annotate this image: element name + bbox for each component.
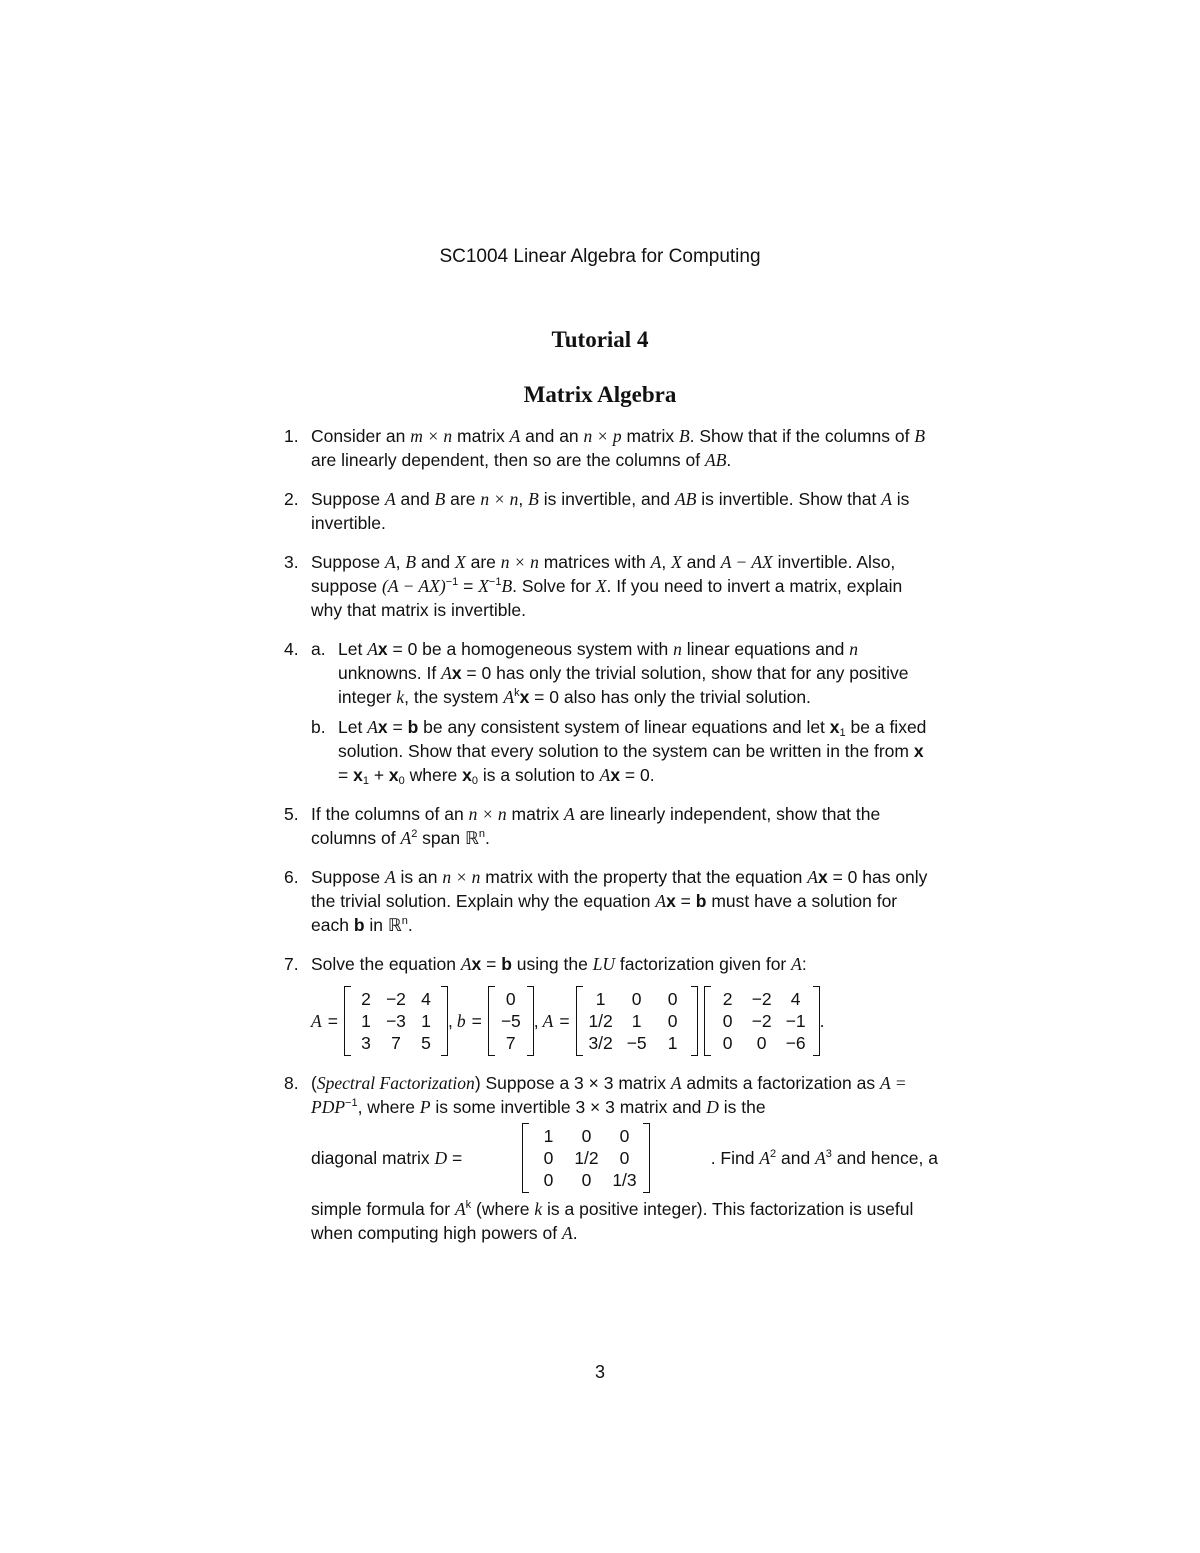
text: .: [407, 915, 413, 935]
part-label: a.: [311, 639, 326, 659]
text: , where: [357, 1097, 420, 1117]
problem-number: 2.: [284, 489, 299, 509]
problem-5: [284, 802, 938, 850]
math: A: [503, 687, 515, 707]
diagonal-lead: [311, 1146, 462, 1170]
math: A: [460, 954, 472, 974]
matrix-cell: 0: [543, 1170, 554, 1190]
matrix-cell: 2: [722, 989, 733, 1009]
matrix-cell: 0: [543, 1148, 554, 1168]
vector: x: [451, 663, 462, 683]
matrix-cell: 1/3: [612, 1170, 637, 1190]
text: = 0 be a homogeneous system with: [387, 639, 674, 659]
math: B: [678, 426, 690, 446]
text: = 0.: [620, 765, 655, 785]
text: are: [465, 552, 501, 572]
text: matrix: [506, 804, 565, 824]
text: matrix: [452, 426, 510, 446]
vector: x: [829, 717, 840, 737]
matrix-cell: 0: [581, 1170, 592, 1190]
text: and: [395, 489, 435, 509]
text: matrix: [621, 426, 679, 446]
text: .: [726, 450, 732, 470]
text: span ℝ: [417, 828, 479, 848]
matrix-cell: 1/2: [574, 1148, 599, 1168]
text: , the system: [404, 687, 504, 707]
text: and: [776, 1148, 816, 1168]
text: ) Suppose a 3 × 3 matrix: [474, 1073, 671, 1093]
math: A: [454, 1199, 466, 1219]
matrix-row: [351, 1032, 441, 1054]
text: factorization given for: [615, 954, 792, 974]
matrix-label: A: [542, 1011, 554, 1031]
math: A = PDP: [311, 1073, 907, 1117]
matrix-cell: 0: [631, 989, 642, 1009]
text: ,: [395, 552, 406, 572]
math: A: [564, 804, 575, 824]
matrix-row: [351, 988, 441, 1010]
matrix-cell: 0: [581, 1126, 592, 1146]
text: is invertible, and: [538, 489, 676, 509]
matrix-cell: −2: [751, 1011, 772, 1031]
superscript: k: [465, 1199, 472, 1211]
matrix-cell: −1: [785, 1011, 806, 1031]
matrix-cell: 7: [505, 1033, 516, 1053]
math: k: [396, 687, 405, 707]
superscript: 2: [411, 828, 418, 840]
text: Suppose: [311, 489, 385, 509]
matrix-row: [495, 988, 527, 1010]
math: A: [791, 954, 802, 974]
math: A: [384, 552, 396, 572]
matrix-cell: 1: [667, 1033, 678, 1053]
comma: ,: [447, 1011, 453, 1031]
text: =: [387, 717, 408, 737]
math: D: [706, 1097, 719, 1117]
problem-4a: [311, 637, 938, 709]
diagonal-tail: [711, 1146, 938, 1170]
text: Suppose: [311, 867, 385, 887]
math: D: [434, 1148, 448, 1168]
vector: x: [377, 639, 388, 659]
italic-text: Spectral Factorization: [316, 1073, 475, 1093]
math: A: [881, 489, 892, 509]
matrix-cell: −6: [785, 1033, 806, 1053]
text: .: [484, 828, 490, 848]
subscript: 0: [398, 775, 405, 787]
math: A − AX: [720, 552, 773, 572]
math: n × n: [500, 552, 539, 572]
vector: x: [666, 891, 676, 911]
vector: x: [519, 687, 530, 707]
text: Let: [338, 717, 368, 737]
matrix-cell: 0: [667, 1011, 678, 1031]
math: A: [561, 1223, 573, 1243]
text: diagonal matrix: [311, 1148, 435, 1168]
problem-number: 5.: [284, 804, 299, 824]
superscript: −1: [445, 576, 459, 588]
text: =: [481, 954, 502, 974]
text: invertible. Also, suppose: [311, 552, 896, 596]
vector: b: [407, 717, 419, 737]
superscript: 2: [770, 1148, 777, 1160]
vector: x: [817, 867, 828, 887]
subscript: 0: [471, 775, 479, 787]
matrix-row: [529, 1125, 643, 1147]
matrix-cell: −3: [385, 1011, 406, 1031]
vector: x: [913, 741, 924, 761]
problem-1: [284, 424, 938, 472]
course-header: SC1004 Linear Algebra for Computing: [439, 246, 761, 267]
text: +: [368, 765, 389, 785]
superscript: n: [401, 915, 408, 927]
matrix-A: [344, 986, 448, 1056]
text: is some invertible 3 × 3 matrix and: [430, 1097, 707, 1117]
superscript: 3: [825, 1148, 832, 1160]
matrix-cell: 0: [619, 1148, 630, 1168]
text: Let: [338, 639, 368, 659]
matrix-row: [583, 988, 691, 1010]
period: .: [819, 1011, 825, 1031]
problem-4: [284, 637, 938, 787]
text: =: [338, 765, 354, 785]
math: A: [599, 765, 611, 785]
matrix-cell: 0: [619, 1126, 630, 1146]
matrix-cell: 4: [421, 989, 431, 1009]
math: k: [534, 1199, 543, 1219]
problem-number: 6.: [284, 867, 299, 887]
matrix-row: [529, 1147, 643, 1169]
vector: x: [377, 717, 388, 737]
math: B: [914, 426, 926, 446]
math: B: [405, 552, 417, 572]
text: = 0 also has only the trivial solution.: [529, 687, 811, 707]
matrix-cell: 2: [361, 989, 371, 1009]
text: If the columns of an: [311, 804, 469, 824]
vector-label: b: [456, 1011, 466, 1031]
math: P: [419, 1097, 431, 1117]
matrix-row: [495, 1032, 527, 1054]
matrix-cell: 1: [543, 1126, 554, 1146]
matrix-row: [711, 988, 813, 1010]
comma: ,: [533, 1011, 539, 1031]
text: = 0 has only the trivial solution. Explain why the equation: [311, 867, 928, 911]
math: A: [441, 663, 452, 683]
matrix-cell: 5: [421, 1033, 431, 1053]
problem-number: 7.: [284, 954, 299, 974]
math: X: [595, 576, 607, 596]
matrix-row: [495, 1010, 527, 1032]
matrix-row: [583, 1010, 691, 1032]
tutorial-title: Tutorial 4: [551, 327, 649, 352]
diagonal-row: [311, 1123, 938, 1193]
text: =: [675, 891, 696, 911]
text: are linearly dependent, then so are the columns of: [311, 450, 705, 470]
text: =: [458, 576, 479, 596]
subscript: 1: [839, 727, 846, 739]
text: be any consistent system of linear equations and let: [418, 717, 830, 737]
math: A: [807, 867, 818, 887]
topic-title: Matrix Algebra: [523, 382, 677, 407]
matrix-cell: 3/2: [588, 1033, 613, 1053]
math: A: [759, 1148, 771, 1168]
lu-equation: [311, 986, 938, 1056]
matrix-L: [576, 986, 698, 1056]
text: =: [447, 1148, 463, 1168]
matrix-cell: 1: [595, 989, 606, 1009]
matrix-row: [529, 1169, 643, 1191]
text: be a fixed solution. Show that every solution to the system can be written in the from: [338, 717, 927, 761]
matrix-cell: 1: [361, 1011, 371, 1031]
math: A: [655, 891, 667, 911]
text: in ℝ: [364, 915, 402, 935]
math: X: [478, 576, 489, 596]
math: n: [849, 639, 858, 659]
problem-7: [284, 952, 938, 1056]
matrix-cell: −2: [385, 989, 406, 1009]
problem-number: 1.: [284, 426, 299, 446]
matrix-row: [711, 1032, 813, 1054]
equals-sign: =: [559, 1011, 570, 1031]
matrix-cell: 0: [722, 1033, 733, 1053]
matrix-cell: −2: [751, 989, 772, 1009]
text: ,: [661, 552, 672, 572]
superscript: −1: [345, 1097, 358, 1109]
matrix-cell: 3: [361, 1033, 371, 1053]
text: is an: [395, 867, 443, 887]
text: where: [404, 765, 463, 785]
part-label: b.: [311, 717, 326, 737]
text: is the: [718, 1097, 766, 1117]
matrix-label: A: [311, 1011, 322, 1031]
math: A: [650, 552, 662, 572]
problem-3: [284, 550, 938, 622]
math: B: [434, 489, 446, 509]
matrix-row: [583, 1032, 691, 1054]
matrix-cell: 0: [505, 989, 516, 1009]
problem-number: 3.: [284, 552, 299, 572]
text: . Solve for: [512, 576, 596, 596]
superscript: k: [514, 687, 520, 699]
problem-4b: [311, 715, 938, 787]
matrix-cell: 4: [790, 989, 801, 1009]
page-number: 3: [594, 1362, 605, 1382]
math: n × n: [480, 489, 519, 509]
text: Solve the equation: [311, 954, 461, 974]
matrix-cell: 1: [631, 1011, 642, 1031]
superscript: n: [478, 828, 485, 840]
math: n × n: [468, 804, 507, 824]
text: .: [572, 1223, 578, 1243]
math: LU: [592, 954, 616, 974]
math: AB: [675, 489, 697, 509]
text: Consider an: [311, 426, 411, 446]
subscript: 1: [362, 775, 369, 787]
math: A: [384, 489, 396, 509]
vector-b: [488, 986, 534, 1056]
matrix-U: [704, 986, 820, 1056]
problem-2: [284, 487, 938, 535]
text: linear equations and: [681, 639, 850, 659]
matrix-D: [522, 1123, 650, 1193]
text: (: [311, 1073, 317, 1093]
matrix-cell: −5: [500, 1011, 521, 1031]
matrix-cell: 0: [722, 1011, 733, 1031]
math: A: [815, 1148, 826, 1168]
math: B: [501, 576, 513, 596]
problem-8: [284, 1071, 938, 1245]
math: A: [400, 828, 412, 848]
matrix-row: [711, 1010, 813, 1032]
math: X: [671, 552, 682, 572]
math: X: [455, 552, 466, 572]
vector: b: [353, 915, 365, 935]
text: must have a solution for each: [311, 891, 898, 935]
text: (where: [471, 1199, 535, 1219]
vector: x: [471, 954, 482, 974]
matrix-cell: 0: [667, 989, 678, 1009]
vector: x: [353, 765, 363, 785]
math: n: [673, 639, 682, 659]
text: ,: [518, 489, 529, 509]
matrix-cell: 7: [391, 1033, 401, 1053]
equals-sign: =: [471, 1011, 482, 1031]
text: is invertible.: [311, 489, 910, 533]
text: and an: [520, 426, 584, 446]
math: B: [528, 489, 539, 509]
math: A: [384, 867, 396, 887]
math: A: [367, 639, 378, 659]
text: . Find: [710, 1148, 760, 1168]
vector: x: [388, 765, 399, 785]
matrix-cell: 1/2: [588, 1011, 613, 1031]
text: = 0 has only the trivial solution, show that for any positive integer: [338, 663, 909, 707]
text: and: [416, 552, 456, 572]
math: AB: [705, 450, 727, 470]
matrix-cell: 1: [421, 1011, 431, 1031]
text: and hence, a: [831, 1148, 938, 1168]
math: m × n: [410, 426, 453, 446]
text: is a positive integer). This factorization is useful when computing high powers of: [311, 1199, 914, 1243]
vector: b: [695, 891, 707, 911]
vector: x: [610, 765, 621, 785]
equals-sign: =: [327, 1011, 338, 1031]
math: A: [509, 426, 521, 446]
math: A: [670, 1073, 682, 1093]
text: simple formula for: [311, 1199, 455, 1219]
matrix-row: [351, 1010, 441, 1032]
text: matrices with: [538, 552, 651, 572]
matrix-cell: 0: [756, 1033, 767, 1053]
text: matrix with the property that the equation: [480, 867, 808, 887]
math: (A − AX): [382, 576, 446, 596]
vector: b: [501, 954, 512, 974]
problem-number: 8.: [284, 1073, 299, 1093]
text: . Show that if the columns of: [689, 426, 915, 446]
problem-6: [284, 865, 938, 937]
text: are linearly independent, show that the columns of: [311, 804, 881, 848]
text: . If you need to invert a matrix, explain why that matrix is invertible.: [311, 576, 903, 620]
superscript: −1: [488, 576, 502, 588]
text: Suppose: [311, 552, 385, 572]
math: n × n: [442, 867, 481, 887]
text: unknowns. If: [338, 663, 442, 683]
math: n × p: [583, 426, 622, 446]
vector: x: [462, 765, 472, 785]
text: is invertible. Show that: [696, 489, 882, 509]
problem-list: [284, 424, 938, 1260]
text: :: [801, 954, 807, 974]
matrix-cell: −5: [626, 1033, 647, 1053]
text: and: [681, 552, 721, 572]
text: using the: [511, 954, 593, 974]
math: A: [367, 717, 378, 737]
text: admits a factorization as: [681, 1073, 880, 1093]
text: are: [445, 489, 481, 509]
problem-number: 4.: [284, 639, 299, 659]
text: is a solution to: [478, 765, 600, 785]
